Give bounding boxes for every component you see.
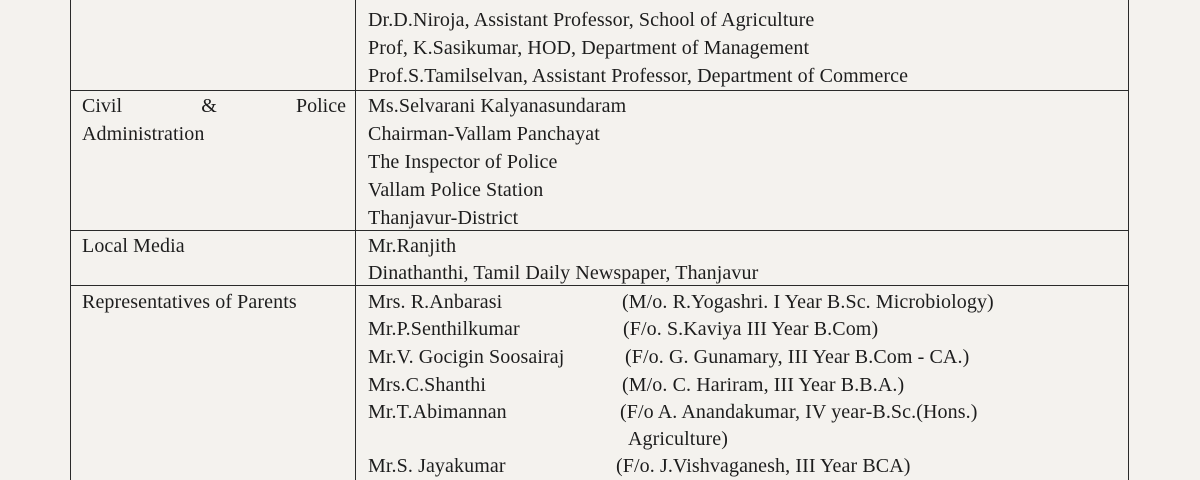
member-line: Prof, K.Sasikumar, HOD, Department of Management [368,37,810,59]
parent-name: Mrs.C.Shanthi [368,374,486,396]
parent-name: Mrs. R.Anbarasi [368,291,503,313]
parent-name: Mr.T.Abimannan [368,401,507,423]
category-label: Representatives of Parents [82,291,297,313]
member-line: Ms.Selvarani Kalyanasundaram [368,95,627,117]
parent-relation: (F/o A. Anandakumar, IV year-B.Sc.(Hons.) [620,401,978,423]
member-line: Dinathanthi, Tamil Daily Newspaper, Thanjavur [368,262,759,284]
category-word: Civil [82,95,123,117]
parent-name: Mr.V. Gocigin Soosairaj [368,346,565,368]
parent-relation: (M/o. C. Hariram, III Year B.B.A.) [622,374,905,396]
category-label [82,92,346,120]
member-line: The Inspector of Police [368,151,558,173]
parent-name: Mr.S. Jayakumar [368,455,506,477]
row-divider [70,90,1129,91]
table-column-divider [355,0,356,480]
parent-relation: (F/o. J.Vishvaganesh, III Year BCA) [616,455,911,477]
category-label-line2: Administration [82,123,205,145]
member-line: Mr.Ranjith [368,235,457,257]
parent-relation: (F/o. S.Kaviya III Year B.Com) [623,318,879,340]
member-line: Prof.S.Tamilselvan, Assistant Professor, Department of Commerce [368,65,909,87]
parent-relation: (F/o. G. Gunamary, III Year B.Com - CA.) [625,346,970,368]
row-divider [70,230,1129,231]
parent-relation: (M/o. R.Yogashri. I Year B.Sc. Microbiology) [622,291,994,313]
category-label: Local Media [82,235,185,257]
member-line: Dr.D.Niroja, Assistant Professor, School of Agriculture [368,9,815,31]
category-word: & [201,95,217,117]
member-line: Thanjavur-District [368,207,519,229]
member-line: Vallam Police Station [368,179,544,201]
category-word: Police [295,95,346,117]
table-left-border [70,0,71,480]
member-line: Chairman-Vallam Panchayat [368,123,600,145]
table-right-border [1128,0,1129,480]
parent-name: Mr.P.Senthilkumar [368,318,520,340]
parent-relation-continued: Agriculture) [628,428,729,450]
